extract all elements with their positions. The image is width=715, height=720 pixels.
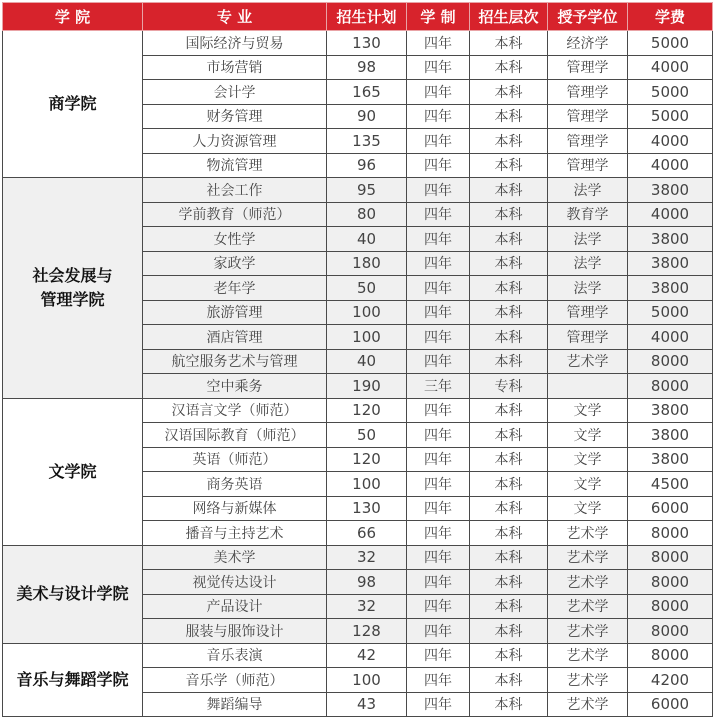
- years-cell: 四年: [407, 55, 470, 80]
- fee-cell: 8000: [628, 619, 713, 644]
- degree-cell: 艺术学: [548, 643, 628, 668]
- major-cell: 国际经济与贸易: [143, 31, 327, 56]
- plan-cell: 100: [327, 300, 407, 325]
- major-cell: 女性学: [143, 227, 327, 252]
- plan-cell: 98: [327, 570, 407, 595]
- degree-cell: 文学: [548, 398, 628, 423]
- plan-cell: 42: [327, 643, 407, 668]
- fee-cell: 8000: [628, 521, 713, 546]
- level-cell: 本科: [470, 570, 548, 595]
- level-cell: 本科: [470, 472, 548, 497]
- level-cell: 本科: [470, 619, 548, 644]
- level-cell: 本科: [470, 202, 548, 227]
- degree-cell: 艺术学: [548, 692, 628, 717]
- table-row: [3, 643, 713, 668]
- fee-cell: 4500: [628, 472, 713, 497]
- header-row: [3, 3, 713, 31]
- degree-cell: 文学: [548, 472, 628, 497]
- fee-cell: 3800: [628, 178, 713, 203]
- plan-cell: 120: [327, 447, 407, 472]
- fee-cell: 4000: [628, 129, 713, 154]
- fee-cell: 8000: [628, 545, 713, 570]
- years-cell: 四年: [407, 447, 470, 472]
- degree-cell: 法学: [548, 227, 628, 252]
- major-cell: 人力资源管理: [143, 129, 327, 154]
- plan-cell: 32: [327, 594, 407, 619]
- degree-cell: 管理学: [548, 80, 628, 105]
- level-cell: 本科: [470, 325, 548, 350]
- plan-cell: 190: [327, 374, 407, 399]
- plan-cell: 66: [327, 521, 407, 546]
- major-cell: 老年学: [143, 276, 327, 301]
- major-cell: 市场营销: [143, 55, 327, 80]
- fee-cell: 5000: [628, 31, 713, 56]
- header-college: 学 院: [3, 3, 143, 31]
- major-cell: 美术学: [143, 545, 327, 570]
- major-cell: 空中乘务: [143, 374, 327, 399]
- plan-cell: 180: [327, 251, 407, 276]
- years-cell: 四年: [407, 643, 470, 668]
- fee-cell: 3800: [628, 447, 713, 472]
- degree-cell: 艺术学: [548, 349, 628, 374]
- level-cell: 本科: [470, 594, 548, 619]
- years-cell: 四年: [407, 472, 470, 497]
- level-cell: 本科: [470, 668, 548, 693]
- major-cell: 家政学: [143, 251, 327, 276]
- plan-cell: 100: [327, 668, 407, 693]
- fee-cell: 4200: [628, 668, 713, 693]
- level-cell: 本科: [470, 104, 548, 129]
- fee-cell: 8000: [628, 374, 713, 399]
- college-cell: 商学院: [3, 31, 143, 178]
- major-cell: 汉语言文学（师范）: [143, 398, 327, 423]
- years-cell: 四年: [407, 104, 470, 129]
- plan-cell: 95: [327, 178, 407, 203]
- years-cell: 四年: [407, 570, 470, 595]
- major-cell: 会计学: [143, 80, 327, 105]
- degree-cell: 法学: [548, 251, 628, 276]
- degree-cell: 教育学: [548, 202, 628, 227]
- years-cell: 四年: [407, 178, 470, 203]
- major-cell: 音乐表演: [143, 643, 327, 668]
- years-cell: 四年: [407, 619, 470, 644]
- major-cell: 航空服务艺术与管理: [143, 349, 327, 374]
- fee-cell: 5000: [628, 104, 713, 129]
- major-cell: 网络与新媒体: [143, 496, 327, 521]
- plan-cell: 80: [327, 202, 407, 227]
- degree-cell: 管理学: [548, 153, 628, 178]
- major-cell: 商务英语: [143, 472, 327, 497]
- fee-cell: 3800: [628, 423, 713, 448]
- degree-cell: 文学: [548, 423, 628, 448]
- college-cell: 音乐与舞蹈学院: [3, 643, 143, 717]
- plan-cell: 98: [327, 55, 407, 80]
- college-cell: 美术与设计学院: [3, 545, 143, 643]
- major-cell: 物流管理: [143, 153, 327, 178]
- major-cell: 汉语国际教育（师范）: [143, 423, 327, 448]
- level-cell: 本科: [470, 55, 548, 80]
- years-cell: 四年: [407, 423, 470, 448]
- years-cell: 三年: [407, 374, 470, 399]
- years-cell: 四年: [407, 227, 470, 252]
- level-cell: 本科: [470, 153, 548, 178]
- major-cell: 服装与服饰设计: [143, 619, 327, 644]
- degree-cell: 艺术学: [548, 668, 628, 693]
- table-row: [3, 31, 713, 56]
- years-cell: 四年: [407, 300, 470, 325]
- years-cell: 四年: [407, 521, 470, 546]
- major-cell: 财务管理: [143, 104, 327, 129]
- years-cell: 四年: [407, 80, 470, 105]
- table-row: [3, 545, 713, 570]
- level-cell: 专科: [470, 374, 548, 399]
- degree-cell: 艺术学: [548, 594, 628, 619]
- fee-cell: 4000: [628, 325, 713, 350]
- degree-cell: 管理学: [548, 300, 628, 325]
- level-cell: 本科: [470, 349, 548, 374]
- degree-cell: 艺术学: [548, 619, 628, 644]
- level-cell: 本科: [470, 496, 548, 521]
- fee-cell: 3800: [628, 398, 713, 423]
- plan-cell: 32: [327, 545, 407, 570]
- fee-cell: 8000: [628, 643, 713, 668]
- years-cell: 四年: [407, 496, 470, 521]
- fee-cell: 5000: [628, 300, 713, 325]
- fee-cell: 6000: [628, 496, 713, 521]
- years-cell: 四年: [407, 153, 470, 178]
- years-cell: 四年: [407, 129, 470, 154]
- degree-cell: 文学: [548, 496, 628, 521]
- degree-cell: 艺术学: [548, 570, 628, 595]
- degree-cell: 艺术学: [548, 545, 628, 570]
- degree-cell: 文学: [548, 447, 628, 472]
- plan-cell: 40: [327, 227, 407, 252]
- fee-cell: 3800: [628, 276, 713, 301]
- college-cell: 社会发展与管理学院: [3, 178, 143, 399]
- level-cell: 本科: [470, 300, 548, 325]
- years-cell: 四年: [407, 349, 470, 374]
- level-cell: 本科: [470, 129, 548, 154]
- major-cell: 酒店管理: [143, 325, 327, 350]
- fee-cell: 3800: [628, 227, 713, 252]
- years-cell: 四年: [407, 276, 470, 301]
- college-cell: 文学院: [3, 398, 143, 545]
- major-cell: 社会工作: [143, 178, 327, 203]
- header-degree: 授予学位: [548, 3, 628, 31]
- plan-cell: 135: [327, 129, 407, 154]
- level-cell: 本科: [470, 447, 548, 472]
- plan-cell: 50: [327, 276, 407, 301]
- level-cell: 本科: [470, 31, 548, 56]
- degree-cell: [548, 374, 628, 399]
- plan-cell: 100: [327, 472, 407, 497]
- plan-cell: 43: [327, 692, 407, 717]
- degree-cell: 管理学: [548, 129, 628, 154]
- degree-cell: 管理学: [548, 55, 628, 80]
- years-cell: 四年: [407, 692, 470, 717]
- plan-cell: 100: [327, 325, 407, 350]
- fee-cell: 8000: [628, 570, 713, 595]
- table-row: [3, 398, 713, 423]
- header-level: 招生层次: [470, 3, 548, 31]
- major-cell: 舞蹈编导: [143, 692, 327, 717]
- plan-cell: 128: [327, 619, 407, 644]
- fee-cell: 5000: [628, 80, 713, 105]
- level-cell: 本科: [470, 521, 548, 546]
- major-cell: 学前教育（师范）: [143, 202, 327, 227]
- fee-cell: 8000: [628, 349, 713, 374]
- plan-cell: 120: [327, 398, 407, 423]
- major-cell: 英语（师范）: [143, 447, 327, 472]
- level-cell: 本科: [470, 398, 548, 423]
- fee-cell: 4000: [628, 202, 713, 227]
- major-cell: 旅游管理: [143, 300, 327, 325]
- degree-cell: 法学: [548, 178, 628, 203]
- header-major: 专 业: [143, 3, 327, 31]
- years-cell: 四年: [407, 202, 470, 227]
- plan-cell: 165: [327, 80, 407, 105]
- table-row: [3, 178, 713, 203]
- plan-cell: 130: [327, 31, 407, 56]
- years-cell: 四年: [407, 325, 470, 350]
- plan-cell: 130: [327, 496, 407, 521]
- years-cell: 四年: [407, 31, 470, 56]
- degree-cell: 管理学: [548, 325, 628, 350]
- fee-cell: 4000: [628, 55, 713, 80]
- major-cell: 产品设计: [143, 594, 327, 619]
- years-cell: 四年: [407, 398, 470, 423]
- years-cell: 四年: [407, 668, 470, 693]
- plan-cell: 96: [327, 153, 407, 178]
- major-cell: 视觉传达设计: [143, 570, 327, 595]
- plan-cell: 90: [327, 104, 407, 129]
- admissions-table: [2, 2, 713, 717]
- header-years: 学 制: [407, 3, 470, 31]
- level-cell: 本科: [470, 276, 548, 301]
- table-body: [3, 31, 713, 717]
- header-fee: 学费: [628, 3, 713, 31]
- fee-cell: 4000: [628, 153, 713, 178]
- header-plan: 招生计划: [327, 3, 407, 31]
- admissions-table-container: [2, 2, 713, 717]
- degree-cell: 经济学: [548, 31, 628, 56]
- level-cell: 本科: [470, 251, 548, 276]
- degree-cell: 管理学: [548, 104, 628, 129]
- fee-cell: 3800: [628, 251, 713, 276]
- degree-cell: 法学: [548, 276, 628, 301]
- level-cell: 本科: [470, 643, 548, 668]
- plan-cell: 50: [327, 423, 407, 448]
- years-cell: 四年: [407, 545, 470, 570]
- major-cell: 播音与主持艺术: [143, 521, 327, 546]
- level-cell: 本科: [470, 227, 548, 252]
- level-cell: 本科: [470, 545, 548, 570]
- fee-cell: 8000: [628, 594, 713, 619]
- level-cell: 本科: [470, 178, 548, 203]
- degree-cell: 艺术学: [548, 521, 628, 546]
- years-cell: 四年: [407, 251, 470, 276]
- years-cell: 四年: [407, 594, 470, 619]
- plan-cell: 40: [327, 349, 407, 374]
- level-cell: 本科: [470, 80, 548, 105]
- major-cell: 音乐学（师范）: [143, 668, 327, 693]
- level-cell: 本科: [470, 692, 548, 717]
- fee-cell: 6000: [628, 692, 713, 717]
- level-cell: 本科: [470, 423, 548, 448]
